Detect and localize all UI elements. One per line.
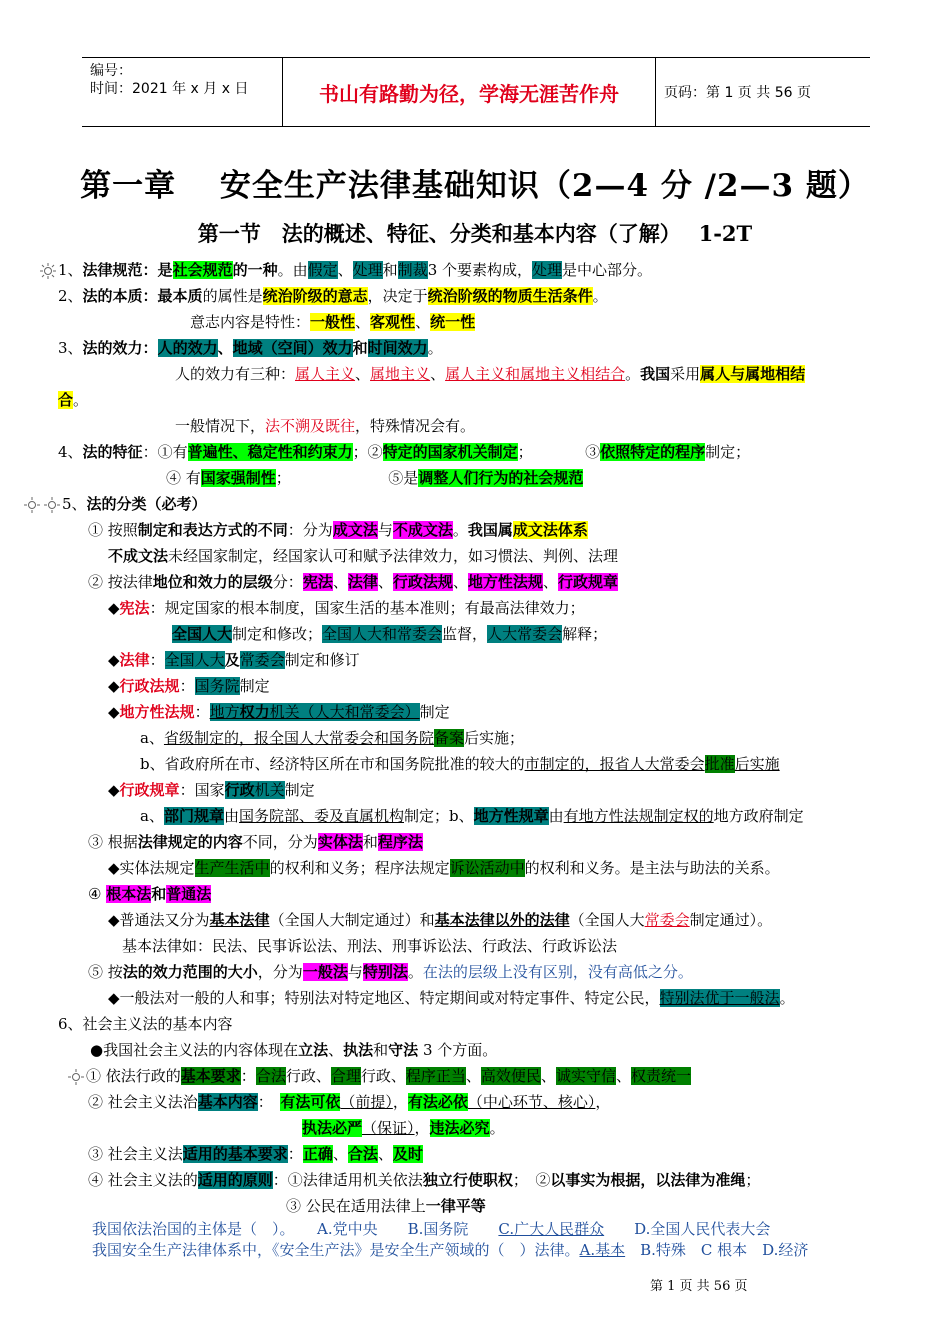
- item-6-intro: ●我国社会主义法的内容体现在立法、执法和守法 3 个方面。: [90, 1041, 498, 1059]
- item-3: 3、法的效力：人的效力、地域（空间）效力和时间效力。: [58, 339, 443, 357]
- item-5: 5、法的分类（必考）: [22, 493, 207, 515]
- item-6-2-cont: 执法必严（保证），违法必究。: [302, 1119, 505, 1137]
- xingzhengguizhang: ◆行政规章：国家行政机关制定: [108, 781, 315, 799]
- page-footer: 第 1 页 共 56 页: [650, 1279, 748, 1294]
- question-1: 我国依法治国的主体是（ ）。 A.党中央 B.国务院 C.广大人民群众 D.全国人民代表大会: [92, 1220, 771, 1238]
- class-3-note: ◆实体法规定生产生活中的权利和义务；程序法规定诉讼活动中的权利和义务。是主法与助法的关系。: [108, 859, 780, 877]
- item-6-4: ④ 社会主义法的适用的原则：①法律适用机关依法独立行使职权； ②以事实为根据，以法律为准绳；: [88, 1171, 761, 1189]
- item-6: 6、社会主义法的基本内容: [58, 1015, 233, 1033]
- class-2: ② 按法律地位和效力的层级分：宪法、法律、行政法规、地方性法规、行政规章: [88, 573, 618, 591]
- item-1: 1、法律规范：是社会规范的一种。由假定、处理和制裁3 个要素构成，处理是中心部分。: [38, 259, 652, 281]
- item-6-4-cont: ③ 公民在适用法律上一律平等: [286, 1197, 486, 1215]
- class-4: ④ 根本法和普通法: [88, 885, 212, 903]
- header-meta: [90, 62, 280, 98]
- class-4-example: 基本法律如：民法、民事诉讼法、刑法、刑事诉讼法、行政法、行政诉讼法: [122, 937, 618, 955]
- header-page: 页码：第 1 页 共 56 页: [664, 85, 811, 101]
- class-1-note: 不成文法未经国家制定，经国家认可和赋予法律效力，如习惯法、判例、法理: [108, 547, 619, 565]
- item-4-cont: ④ 有国家强制性； ⑤是调整人们行为的社会规范: [166, 469, 584, 487]
- item-3-note2: 一般情况下，法不溯及既往，特殊情况会有。: [175, 417, 476, 435]
- sun-icon: [22, 496, 42, 514]
- header-number: 编号：: [90, 63, 132, 79]
- class-3: ③ 根据法律规定的内容不同，分为实体法和程序法: [88, 833, 423, 851]
- sun-icon: [42, 496, 62, 514]
- item-2: 2、法的本质：最本质的属性是统治阶级的意志，决定于统治阶级的物质生活条件。: [58, 287, 608, 305]
- item-6-1: ① 依法行政的基本要求：合法行政、合理行政、程序正当、高效便民、诚实守信、权责统一: [66, 1065, 691, 1087]
- section-title: 第一节 法的概述、特征、分类和基本内容（了解） 1-2T: [197, 221, 753, 246]
- item-6-2: ② 社会主义法治基本内容： 有法可依（前提），有法必依（中心环节、核心），: [88, 1093, 611, 1111]
- item-3-note-cont: 合。: [58, 391, 89, 409]
- xingzhengfagui: ◆行政法规：国务院制定: [108, 677, 270, 695]
- difang-a: a、省级制定的，报全国人大常委会和国务院备案后实施；: [140, 729, 524, 747]
- sun-icon: [38, 262, 58, 280]
- class-4-note: ◆普通法又分为基本法律（全国人大制定通过）和基本法律以外的法律（全国人大常委会制定通过）。: [108, 911, 773, 929]
- item-4: 4、法的特征：①有普遍性、稳定性和约束力；②特定的国家机关制定； ③依照特定的程序制定；: [58, 443, 751, 461]
- guizhang-ab: a、部门规章由国务院部、委及直属机构制定；b、地方性规章由有地方性法规制定权的地方政府制定: [140, 807, 804, 825]
- header-time: 时间：2021 年 x 月 x 日: [90, 81, 249, 97]
- class-1: ① 按照制定和表达方式的不同：分为成文法与不成文法。我国属成文法体系: [88, 521, 588, 539]
- header-motto: 书山有路勤为径，学海无涯苦作舟: [282, 58, 656, 126]
- item-3-note: 人的效力有三种：属人主义、属地主义、属人主义和属地主义相结合。我国采用属人与属地相结: [175, 365, 806, 383]
- difang-b: b、省政府所在市、经济特区所在市和国务院批准的较大的市制定的，报省人大常委会批准后实施: [140, 755, 780, 773]
- falv: ◆法律：全国人大及常委会制定和修订: [108, 651, 360, 669]
- item-6-3: ③ 社会主义法适用的基本要求：正确、合法、及时: [88, 1145, 423, 1163]
- class-5: ⑤ 按法的效力范围的大小，分为一般法与特别法。在法的层级上没有区别，没有高低之分。: [88, 963, 693, 981]
- page-header: [82, 57, 870, 127]
- difangfagui: ◆地方性法规：地方权力机关（人大和常委会）制定: [108, 703, 450, 721]
- question-2: 我国安全生产法律体系中，《安全生产法》是安全生产领域的（ ）法律。A.基本 B.特殊 C 根本 D.经济: [92, 1241, 809, 1259]
- xianfa-2: 全国人大制定和修改；全国人大和常委会监督，人大常委会解释；: [172, 625, 608, 643]
- sun-icon: [66, 1068, 86, 1086]
- chapter-title: 第一章 安全生产法律基础知识（2—4 分 /2—3 题）: [80, 168, 870, 204]
- xianfa: ◆宪法：规定国家的根本制度，国家生活的基本准则；有最高法律效力；: [108, 599, 585, 617]
- item-2-note: 意志内容是特性：一般性、客观性、统一性: [190, 313, 476, 331]
- class-5-note: ◆一般法对一般的人和事；特别法对特定地区、特定期间或对特定事件、特定公民，特别法优于一般法。: [108, 989, 795, 1007]
